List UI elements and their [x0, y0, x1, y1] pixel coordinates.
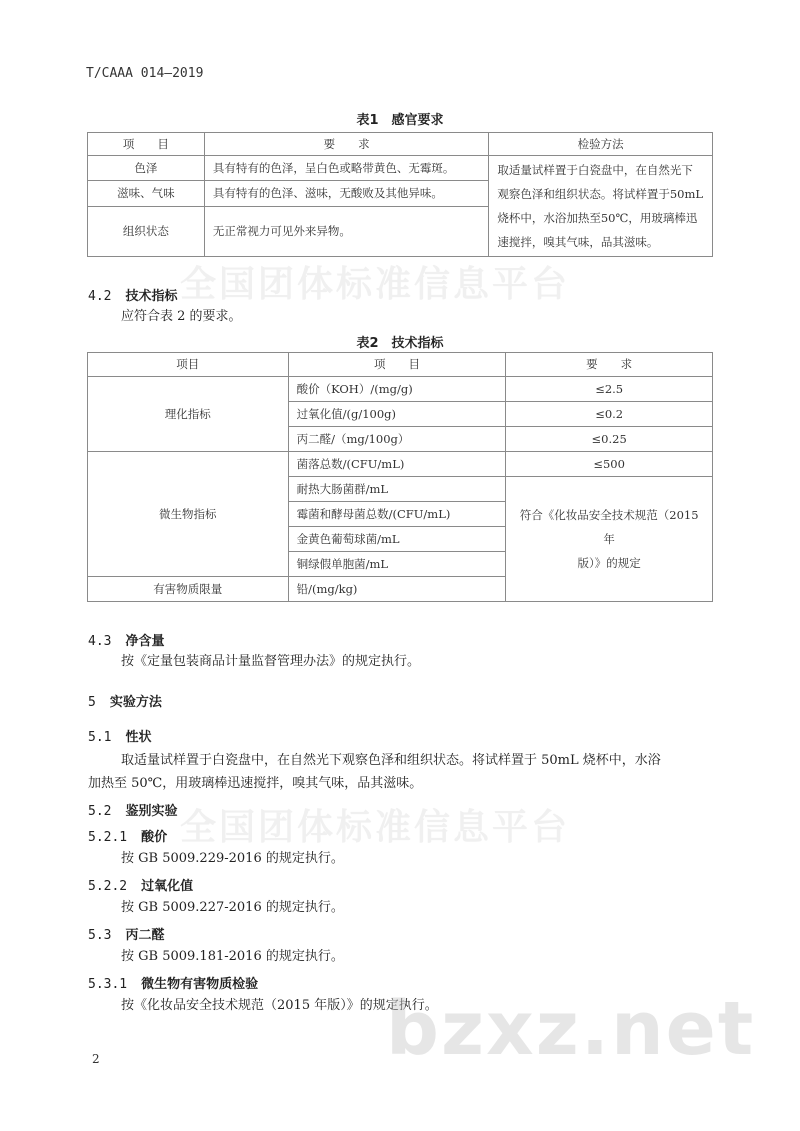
- section-title: 酸价: [141, 830, 168, 845]
- section-5-3-text: 按 GB 5009.181-2016 的规定执行。: [121, 949, 344, 964]
- table2-caption: 表2 技术指标: [356, 336, 444, 351]
- section-5-1-line2: 加热至 50℃，用玻璃棒迅速搅拌，嗅其气味，品其滋味。: [88, 776, 423, 791]
- page-number: 2: [92, 1052, 100, 1066]
- group-physchem: 理化指标: [88, 377, 289, 452]
- section-5-2-2-text: 按 GB 5009.227-2016 的规定执行。: [121, 900, 344, 915]
- method-line: 烧杯中，水浴加热至50℃，用玻璃棒迅: [497, 211, 698, 225]
- group-micro: 微生物指标: [88, 452, 289, 577]
- table-cell: 具有特有的色泽、滋味，无酸败及其他异味。: [204, 181, 489, 206]
- table-cell: 铜绿假单胞菌/mL: [288, 552, 506, 577]
- section-number: 4.2: [88, 289, 112, 304]
- section-title: 微生物有害物质检验: [141, 977, 259, 992]
- method-line: 取适量试样置于白瓷盘中，在自然光下: [497, 163, 693, 177]
- watermark-text-2: 全国团体标准信息平台: [180, 807, 571, 848]
- section-number: 5.2.1: [88, 830, 128, 845]
- table2-header-req: 要 求: [506, 353, 713, 377]
- table-cell: 耐热大肠菌群/mL: [288, 477, 506, 502]
- section-title: 技术指标: [125, 289, 178, 304]
- table-cell: 金黄色葡萄球菌/mL: [288, 527, 506, 552]
- table-cell: 具有特有的色泽，呈白色或略带黄色、无霉斑。: [204, 156, 489, 181]
- table-cell: 色泽: [88, 156, 205, 181]
- section-number: 5: [88, 695, 96, 710]
- table1-header-item: 项 目: [88, 133, 205, 156]
- section-4-2-text: 应符合表 2 的要求。: [121, 309, 242, 324]
- section-title: 净含量: [125, 634, 165, 649]
- table-cell: 酸价（KOH）/(mg/g): [288, 377, 506, 402]
- section-5-2-heading: [88, 800, 178, 819]
- section-title: 过氧化值: [141, 879, 194, 894]
- section-5-3-1-text: 按《化妆品安全技术规范（2015 年版）》的规定执行。: [121, 998, 438, 1013]
- table-cell: 菌落总数/(CFU/mL): [288, 452, 506, 477]
- section-number: 5.2.2: [88, 879, 128, 894]
- table-cell: 铅/(mg/kg): [288, 577, 506, 602]
- method-line: 观察色泽和组织状态。将试样置于50mL: [497, 187, 704, 201]
- table2-technical: [87, 352, 713, 602]
- section-number: 5.3: [88, 928, 112, 943]
- watermark-text-1: 全国团体标准信息平台: [180, 264, 571, 305]
- section-title: 性状: [125, 730, 152, 745]
- table-cell: ≤2.5: [506, 377, 713, 402]
- table1-header-method: 检验方法: [489, 133, 713, 156]
- section-5-3-1-heading: [88, 973, 258, 992]
- table1-sensory: [87, 132, 713, 257]
- table-cell: 霉菌和酵母菌总数/(CFU/mL): [288, 502, 506, 527]
- table-cell: ≤0.25: [506, 427, 713, 452]
- section-5-2-1-heading: [88, 826, 167, 845]
- section-number: 4.3: [88, 634, 112, 649]
- section-4-2-heading: [88, 285, 178, 304]
- table-cell: 丙二醛/（mg/100g）: [288, 427, 506, 452]
- merged-req-cell: [506, 477, 713, 602]
- section-5-3-heading: [88, 924, 165, 943]
- watermark-site-logo: bzxz.net: [386, 986, 756, 1072]
- section-number: 5.3.1: [88, 977, 128, 992]
- group-harmful: 有害物质限量: [88, 577, 289, 602]
- section-5-heading: [88, 691, 162, 710]
- merged-req-line: 版）》的规定: [577, 556, 641, 570]
- section-number: 5.2: [88, 804, 112, 819]
- table-cell: 无正常视力可见外来异物。: [204, 206, 489, 257]
- section-5-1-heading: [88, 726, 152, 745]
- section-4-3-text: 按《定量包装商品计量监督管理办法》的规定执行。: [121, 654, 421, 669]
- table-cell: 过氧化值/(g/100g): [288, 402, 506, 427]
- table1-method-cell: [489, 156, 713, 257]
- section-title: 鉴别实验: [125, 804, 178, 819]
- section-5-2-1-text: 按 GB 5009.229-2016 的规定执行。: [121, 851, 344, 866]
- table-cell: 滋味、气味: [88, 181, 205, 206]
- method-line: 速搅拌，嗅其气味，品其滋味。: [497, 235, 659, 249]
- section-4-3-heading: [88, 630, 165, 649]
- section-title: 实验方法: [109, 695, 162, 710]
- merged-req-line: 符合《化妆品安全技术规范（2015 年: [519, 508, 699, 546]
- section-5-1-line1: 取适量试样置于白瓷盘中，在自然光下观察色泽和组织状态。将试样置于 50mL 烧杯中，水浴: [121, 753, 661, 768]
- table-cell: ≤0.2: [506, 402, 713, 427]
- section-number: 5.1: [88, 730, 112, 745]
- table-cell: ≤500: [506, 452, 713, 477]
- table1-caption: 表1 感官要求: [356, 113, 444, 128]
- document-code: T/CAAA 014—2019: [86, 66, 204, 81]
- table2-header-item: 项 目: [288, 353, 506, 377]
- section-5-2-2-heading: [88, 875, 193, 894]
- table-cell: 组织状态: [88, 206, 205, 257]
- table1-header-req: 要 求: [204, 133, 489, 156]
- table2-header-group: 项目: [88, 353, 289, 377]
- section-title: 丙二醛: [125, 928, 165, 943]
